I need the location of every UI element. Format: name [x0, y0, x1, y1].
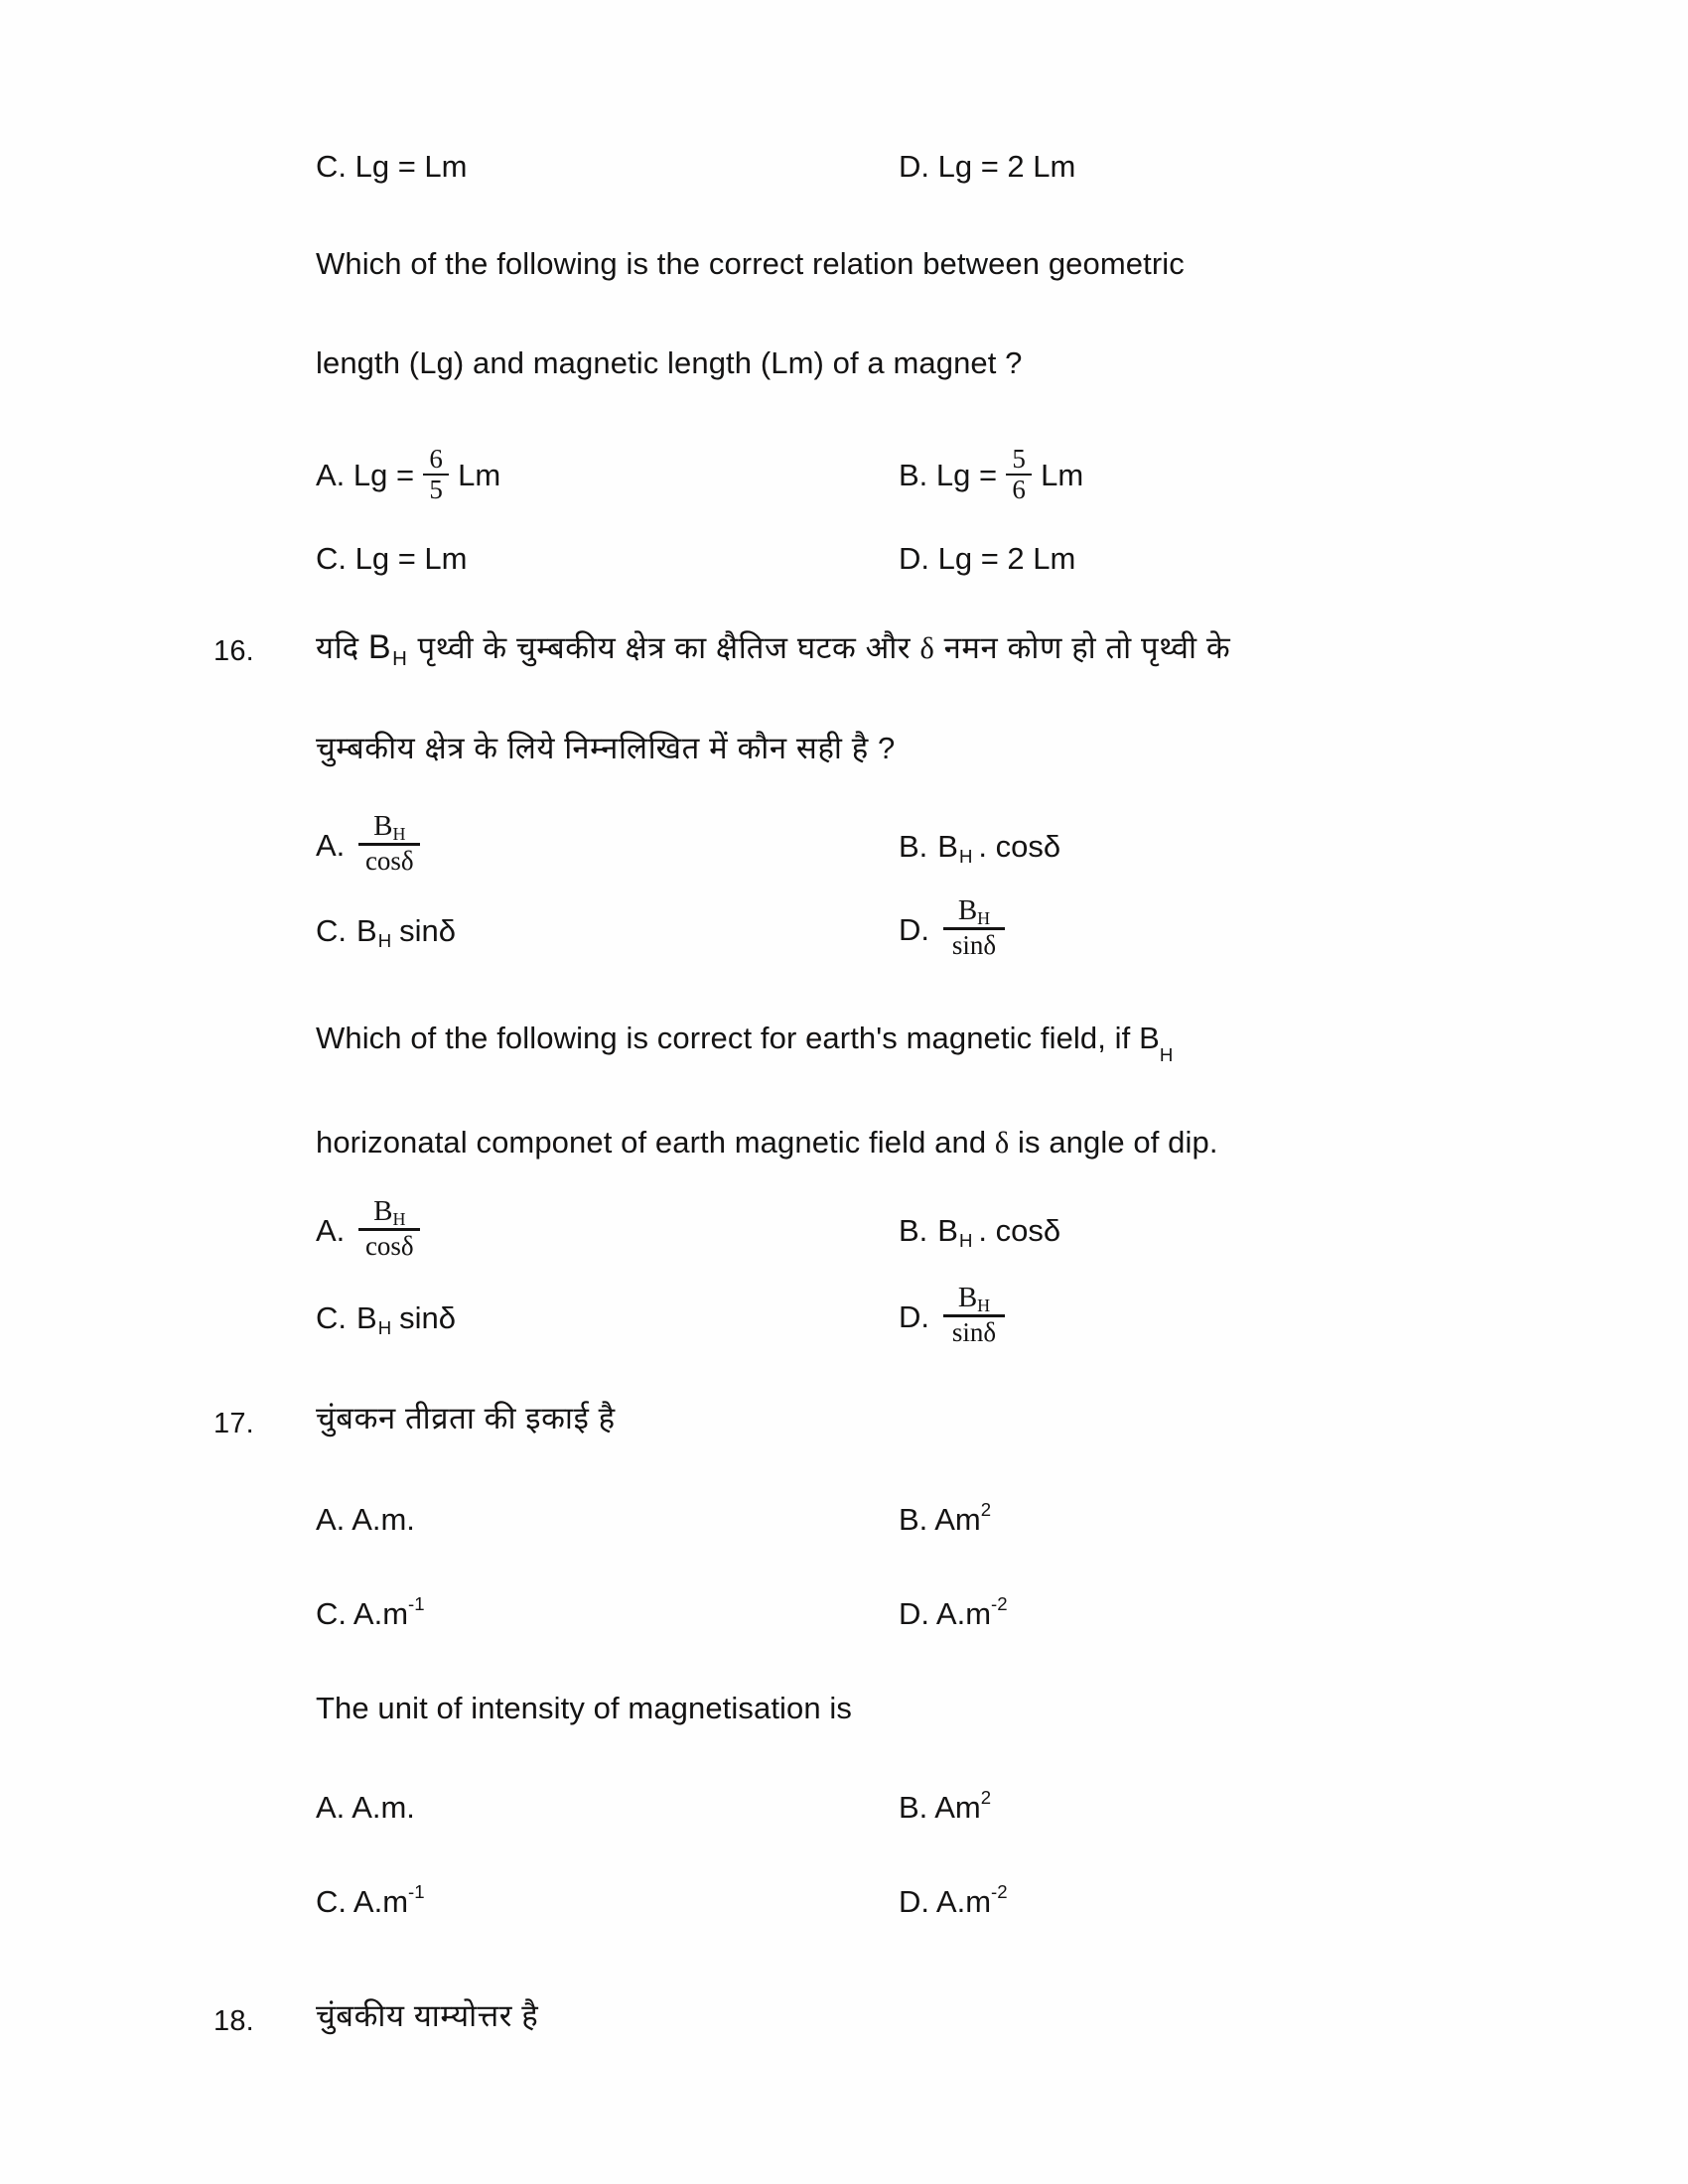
q16-symbol-bh-base: B	[367, 628, 392, 666]
q17-hindi-option-d	[899, 1593, 1008, 1632]
q15-option-a-numerator: 6	[429, 444, 443, 474]
expr-sub: H	[958, 1229, 973, 1251]
q16-english-option-c-rest: sinδ	[399, 1300, 457, 1335]
q17-hindi-option-d-exponent: -2	[991, 1593, 1008, 1615]
q16-english-delta-symbol: δ	[994, 1126, 1010, 1160]
q16-english-line-1-text: Which of the following is correct for earth's magnetic field, if B	[316, 1021, 1160, 1055]
q17-english-option-c-exponent: -1	[408, 1881, 425, 1903]
q16-english-line-1	[316, 1021, 1174, 1066]
q16-english-line-2-text-b: is angle of dip.	[1018, 1125, 1218, 1160]
q16-hindi-delta-symbol: δ	[919, 631, 935, 665]
q17-hindi-option-a-text: A. A.m.	[316, 1502, 415, 1537]
q16-hindi-line-1-mid: पृथ्वी के चुम्बकीय क्षेत्र का क्षैतिज घटक और	[417, 630, 912, 665]
q16-english-option-b-expr	[937, 1213, 972, 1249]
q17-english-statement: The unit of intensity of magnetisation is	[316, 1691, 852, 1725]
q15-option-b	[899, 444, 1084, 504]
q16-english-option-c-expr	[356, 1300, 391, 1336]
q17-hindi-option-b	[899, 1499, 992, 1538]
q15-option-a-prefix: A. Lg =	[316, 458, 415, 492]
q15-option-c2-text: C. Lg = Lm	[316, 541, 468, 576]
q17-hindi-statement: चुंबकन तीव्रता की इकाई है	[316, 1401, 616, 1435]
q15-option-a-denominator: 5	[429, 475, 443, 504]
q16-english-option-b-rest: . cosδ	[978, 1213, 1061, 1248]
q17-hindi-option-d-base: D. A.m	[899, 1596, 992, 1631]
q16-english-option-d-fraction	[943, 1284, 1005, 1346]
q15-option-d2	[899, 541, 1075, 577]
q15-option-a	[316, 444, 501, 504]
q16-hindi-option-c-rest: sinδ	[399, 913, 457, 948]
q16-hindi-option-a-denominator: cosδ	[364, 846, 414, 876]
q16-english-option-d	[899, 1282, 1009, 1348]
q15-option-a-fraction	[423, 446, 449, 503]
q16-english-option-c	[316, 1300, 456, 1336]
q18-hindi-statement: चुंबकीय याम्योत्तर है	[316, 1998, 539, 2033]
q15-option-b-prefix: B. Lg =	[899, 458, 998, 492]
q16-english-option-d-numerator	[952, 1284, 996, 1314]
q17-hindi-option-b-exponent: 2	[980, 1499, 992, 1521]
q17-english-option-d-base: D. A.m	[899, 1884, 992, 1919]
q16-hindi-option-a	[316, 810, 424, 877]
q16-english-option-b-label: B.	[899, 1213, 928, 1248]
q15-option-b-denominator: 6	[1012, 475, 1026, 504]
q17-hindi-option-b-base: B. Am	[899, 1502, 981, 1537]
numerator-sub: H	[977, 1296, 991, 1316]
q17-english-option-a	[316, 1790, 415, 1826]
q16-english-line-2	[316, 1127, 1218, 1158]
q15-option-c-text: C. Lg = Lm	[316, 149, 468, 184]
q16-english-option-d-label: D.	[899, 1298, 929, 1334]
q15-english-line-2: length (Lg) and magnetic length (Lm) of a magnet ?	[316, 345, 1023, 380]
q17-hindi-option-a	[316, 1502, 415, 1538]
q15-option-d-text: D. Lg = 2 Lm	[899, 149, 1076, 184]
q16-hindi-option-d-fraction	[943, 896, 1005, 959]
q16-hindi-option-d-numerator	[952, 896, 996, 927]
expr-base: B	[937, 1213, 958, 1248]
question-number-18: 18.	[213, 2005, 254, 2037]
q16-hindi-option-b-rest: . cosδ	[978, 829, 1061, 864]
q15-option-a-suffix: Lm	[458, 458, 501, 492]
q17-english-option-b	[899, 1787, 992, 1826]
q16-hindi-option-a-label: A.	[316, 827, 346, 863]
q15-option-d	[899, 149, 1075, 185]
q16-english-line-2-text-a: horizonatal componet of earth magnetic field and	[316, 1125, 987, 1160]
q15-option-b-numerator: 5	[1012, 444, 1026, 474]
q15-english-line-1: Which of the following is the correct relation between geometric	[316, 246, 1185, 281]
q16-hindi-option-b-expr	[937, 829, 972, 865]
q17-hindi-option-c-base: C. A.m	[316, 1596, 409, 1631]
q16-english-option-c-label: C.	[316, 1300, 347, 1335]
q16-english-line-1-sub: H	[1159, 1044, 1174, 1066]
numerator-base: B	[957, 894, 978, 926]
numerator-base: B	[957, 1282, 978, 1313]
q16-hindi-option-c-label: C.	[316, 913, 347, 948]
numerator-sub: H	[392, 1209, 406, 1230]
q17-english-option-b-base: B. Am	[899, 1790, 981, 1825]
q16-english-option-a-label: A.	[316, 1212, 346, 1248]
q16-hindi-line-1-post: नमन कोण हो तो पृथ्वी के	[943, 630, 1231, 665]
numerator-sub: H	[392, 824, 406, 845]
q17-hindi-option-c-exponent: -1	[408, 1593, 425, 1615]
q16-english-option-b	[899, 1213, 1060, 1249]
expr-base: B	[356, 913, 377, 948]
q16-hindi-line-2: चुम्बकीय क्षेत्र के लिये निम्नलिखित में कौन सही है ?	[316, 731, 896, 765]
q16-hindi-option-d-label: D.	[899, 911, 929, 947]
q16-hindi-option-d	[899, 894, 1009, 961]
q16-symbol-bh	[367, 628, 418, 670]
q16-english-option-a	[316, 1195, 424, 1262]
q17-english-option-c	[316, 1881, 425, 1920]
q16-hindi-option-a-numerator	[367, 812, 411, 843]
numerator-sub: H	[977, 908, 991, 929]
q16-hindi-line-1-pre: यदि	[316, 630, 359, 665]
q16-english-option-a-fraction	[358, 1197, 420, 1260]
q17-english-option-c-base: C. A.m	[316, 1884, 409, 1919]
q16-english-option-d-denominator: sinδ	[951, 1317, 997, 1347]
q15-option-d2-text: D. Lg = 2 Lm	[899, 541, 1076, 576]
q16-symbol-bh-sub: H	[392, 647, 408, 670]
q15-option-c2	[316, 541, 468, 577]
q17-english-option-b-exponent: 2	[980, 1787, 992, 1809]
q16-hindi-option-a-fraction	[358, 812, 420, 875]
q16-hindi-option-d-denominator: sinδ	[951, 930, 997, 960]
q16-english-option-a-denominator: cosδ	[364, 1231, 414, 1261]
q16-hindi-option-b-label: B.	[899, 829, 928, 864]
q17-hindi-option-c	[316, 1593, 425, 1632]
q16-hindi-option-c-expr	[356, 913, 391, 949]
q15-option-c	[316, 149, 468, 185]
numerator-base: B	[373, 810, 393, 842]
q16-hindi-line-1	[316, 628, 1231, 670]
question-number-16: 16.	[213, 635, 254, 667]
expr-base: B	[937, 829, 958, 864]
q15-option-b-suffix: Lm	[1041, 458, 1084, 492]
numerator-base: B	[373, 1195, 393, 1227]
q17-english-option-d-exponent: -2	[991, 1881, 1008, 1903]
q16-hindi-option-b	[899, 829, 1060, 865]
question-number-17: 17.	[213, 1408, 254, 1439]
q17-english-option-d	[899, 1881, 1008, 1920]
expr-base: B	[356, 1300, 377, 1335]
q16-english-option-a-numerator	[367, 1197, 411, 1228]
q15-option-b-fraction	[1006, 446, 1032, 503]
expr-sub: H	[377, 929, 392, 951]
expr-sub: H	[958, 845, 973, 867]
q17-english-option-a-text: A. A.m.	[316, 1790, 415, 1825]
q16-hindi-option-c	[316, 913, 456, 949]
expr-sub: H	[377, 1316, 392, 1338]
